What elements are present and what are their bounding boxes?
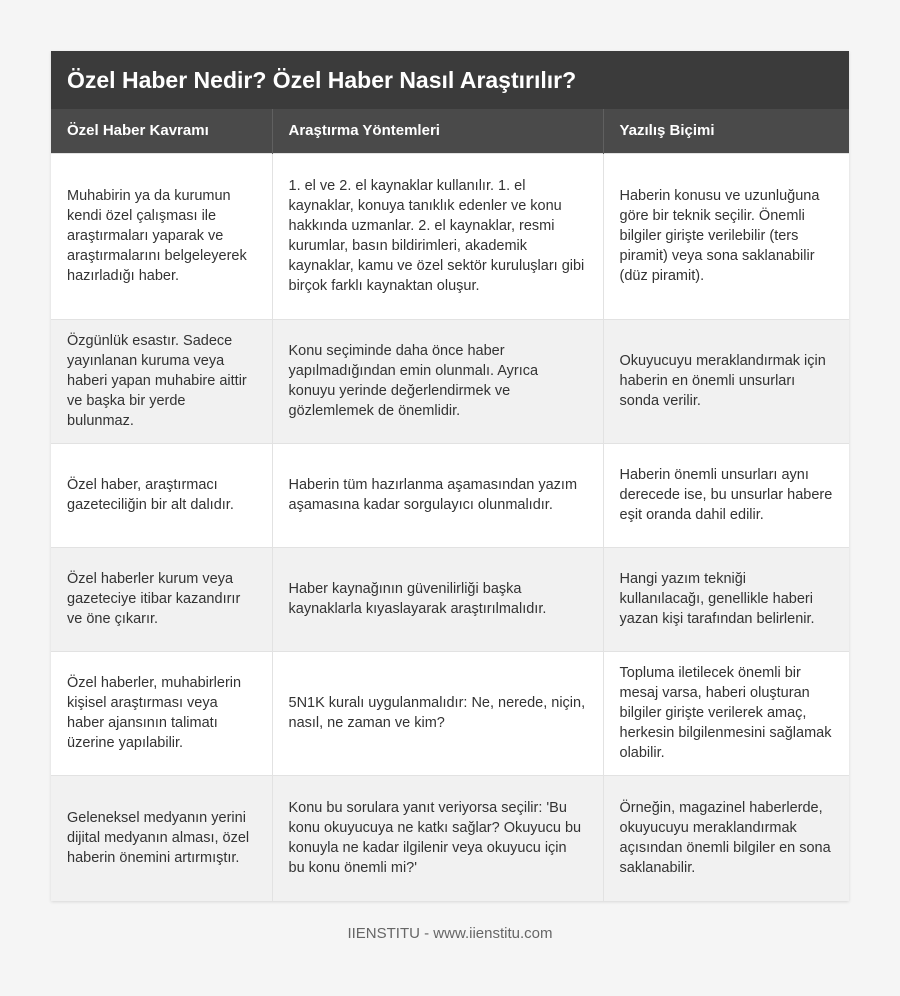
table-row <box>51 547 849 651</box>
table-header-row <box>51 109 849 153</box>
table-cell: Konu seçiminde daha önce haber yapılmadığından emin olunmalı. Ayrıca konuyu yerinde değerlendirmek ve gözlemlemek de önemlidir. <box>272 319 603 443</box>
table-cell: Haberin önemli unsurları aynı derecede ise, bu unsurlar habere eşit oranda dahil edilir. <box>603 443 849 547</box>
table-row <box>51 775 849 901</box>
table-row <box>51 319 849 443</box>
table-cell: Haberin tüm hazırlanma aşamasından yazım aşamasına kadar sorgulayıcı olunmalıdır. <box>272 443 603 547</box>
page-title: Özel Haber Nedir? Özel Haber Nasıl Araştırılır? <box>51 51 849 109</box>
column-header-concept: Özel Haber Kavramı <box>51 109 272 153</box>
table-cell: 5N1K kuralı uygulanmalıdır: Ne, nerede, niçin, nasıl, ne zaman ve kim? <box>272 651 603 775</box>
table-row <box>51 443 849 547</box>
table-cell: Geleneksel medyanın yerini dijital medyanın alması, özel haberin önemini artırmıştır. <box>51 775 272 901</box>
table-card <box>51 51 849 901</box>
table-row <box>51 153 849 319</box>
footer-credit: IIENSTITU - www.iienstitu.com <box>347 925 553 942</box>
table-cell: Konu bu sorulara yanıt veriyorsa seçilir: 'Bu konu okuyucuya ne katkı sağlar? Okuyucu bu konuyla ne kadar ilgilenir veya okuyucu için bu konu önemli mi?' <box>272 775 603 901</box>
table-cell: 1. el ve 2. el kaynaklar kullanılır. 1. el kaynaklar, konuya tanıklık edenler ve konu hakkında uzmanlar. 2. el kaynaklar, resmi kurumlar, basın bildirimleri, akademik kaynaklar, kamu ve özel sektör kuruluşları gibi birçok farklı kaynaktan oluşur. <box>272 153 603 319</box>
table-cell: Özel haberler kurum veya gazeteciye itibar kazandırır ve öne çıkarır. <box>51 547 272 651</box>
column-header-methods: Araştırma Yöntemleri <box>272 109 603 153</box>
table-cell: Özgünlük esastır. Sadece yayınlanan kuruma veya haberi yapan muhabire aittir ve başka bir yerde bulunmaz. <box>51 319 272 443</box>
table-row <box>51 651 849 775</box>
table-cell: Topluma iletilecek önemli bir mesaj varsa, haberi oluşturan bilgiler girişte verilerek amaç, herkesin bilgilenmesini sağlamak olabilir. <box>603 651 849 775</box>
table-cell: Haberin konusu ve uzunluğuna göre bir teknik seçilir. Önemli bilgiler girişte verilebilir (ters piramit) veya sona saklanabilir (düz piramit). <box>603 153 849 319</box>
table-cell: Hangi yazım tekniği kullanılacağı, genellikle haberi yazan kişi tarafından belirlenir. <box>603 547 849 651</box>
table-cell: Okuyucuyu meraklandırmak için haberin en önemli unsurları sonda verilir. <box>603 319 849 443</box>
content-table <box>51 109 849 901</box>
table-cell: Özel haberler, muhabirlerin kişisel araştırması veya haber ajansının talimatı üzerine yapılabilir. <box>51 651 272 775</box>
column-header-style: Yazılış Biçimi <box>603 109 849 153</box>
table-cell: Özel haber, araştırmacı gazeteciliğin bir alt dalıdır. <box>51 443 272 547</box>
table-cell: Muhabirin ya da kurumun kendi özel çalışması ile araştırmaları yaparak ve araştırmalarını belgeleyerek hazırladığı haber. <box>51 153 272 319</box>
table-cell: Haber kaynağının güvenilirliği başka kaynaklarla kıyaslayarak araştırılmalıdır. <box>272 547 603 651</box>
table-cell: Örneğin, magazinel haberlerde, okuyucuyu meraklandırmak açısından önemli bilgiler en sona saklanabilir. <box>603 775 849 901</box>
